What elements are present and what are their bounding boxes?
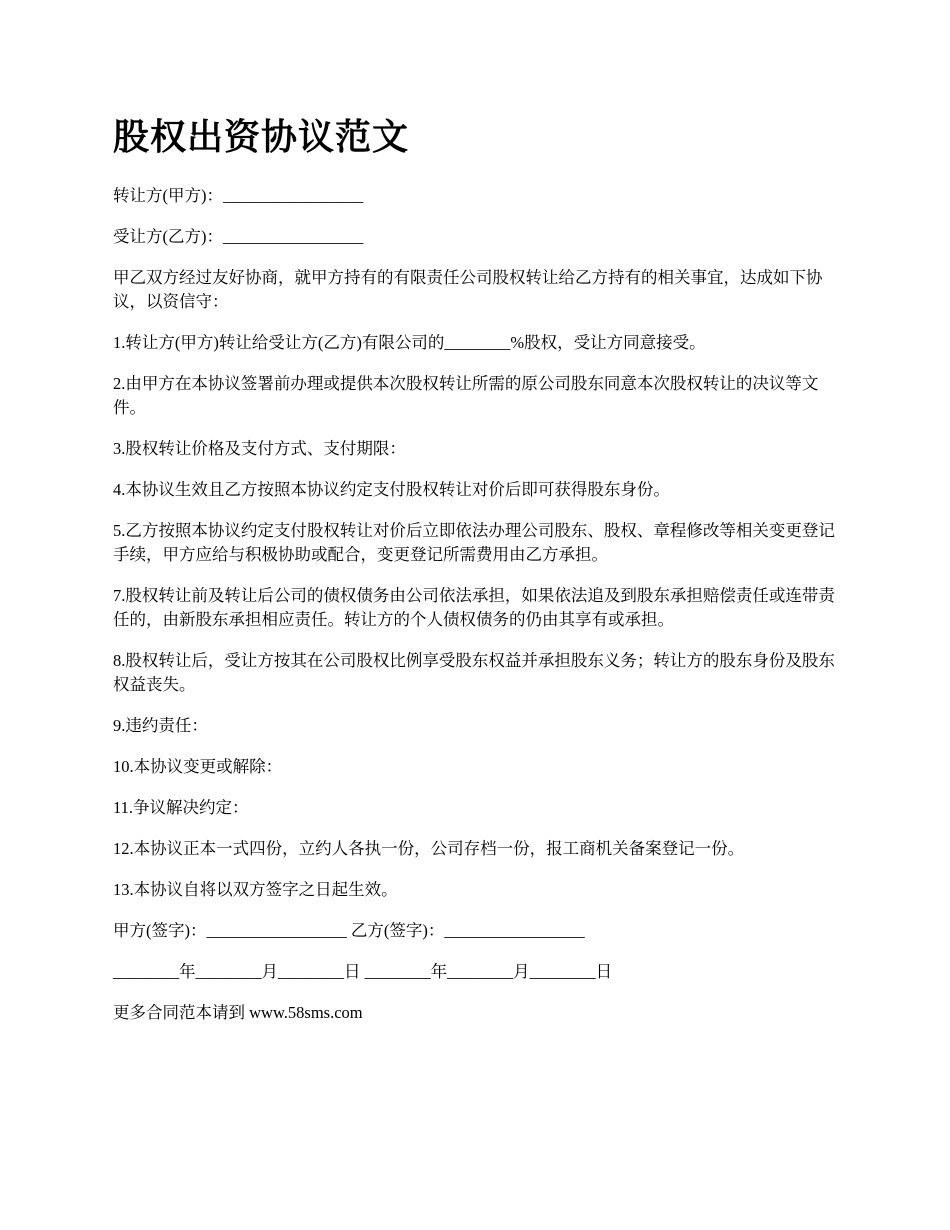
clause-4: 4.本协议生效且乙方按照本协议约定支付股权转让对价后即可获得股东身份。 — [113, 480, 670, 499]
clause-7: 7.股权转让前及转让后公司的债权债务由公司依法承担，如果依法追及到股东承担赔偿责任或连带责任的，由新股东承担相应责任。转让方的个人债权债务的仍由其享有或承担。 — [113, 586, 835, 629]
document-page — [113, 112, 843, 1042]
clause-9: 9.违约责任： — [113, 716, 208, 735]
transferee-line: 受让方(乙方)：_________________ — [113, 227, 364, 246]
clause-3: 3.股权转让价格及支付方式、支付期限： — [113, 439, 406, 458]
date-line: ________年________月________日 ________年________月________日 — [113, 962, 613, 981]
transferor-line: 转让方(甲方)：_________________ — [113, 186, 364, 205]
footer-note: 更多合同范本请到 www.58sms.com — [113, 1003, 363, 1022]
clause-1: 1.转让方(甲方)转让给受让方(乙方)有限公司的________%股权，受让方同意接受。 — [113, 333, 706, 352]
intro-paragraph: 甲乙双方经过友好协商，就甲方持有的有限责任公司股权转让给乙方持有的相关事宜，达成如下协议，以资信守： — [113, 268, 823, 311]
clause-12: 12.本协议正本一式四份，立约人各执一份，公司存档一份，报工商机关备案登记一份。 — [113, 839, 745, 858]
clause-8: 8.股权转让后，受让方按其在公司股权比例享受股东权益并承担股东义务；转让方的股东身份及股东权益丧失。 — [113, 651, 835, 694]
clause-2: 2.由甲方在本协议签署前办理或提供本次股权转让所需的原公司股东同意本次股权转让的决议等文件。 — [113, 374, 819, 417]
document-title: 股权出资协议范文 — [113, 117, 410, 157]
clause-11: 11.争议解决约定： — [113, 798, 249, 817]
clause-5: 5.乙方按照本协议约定支付股权转让对价后立即依法办理公司股东、股权、章程修改等相关变更登记手续，甲方应给与积极协助或配合，变更登记所需费用由乙方承担。 — [113, 521, 835, 564]
clause-10: 10.本协议变更或解除： — [113, 757, 283, 776]
clause-13: 13.本协议自将以双方签字之日起生效。 — [113, 880, 398, 899]
signature-line: 甲方(签字)：_________________ 乙方(签字)：_________________ — [113, 921, 585, 940]
